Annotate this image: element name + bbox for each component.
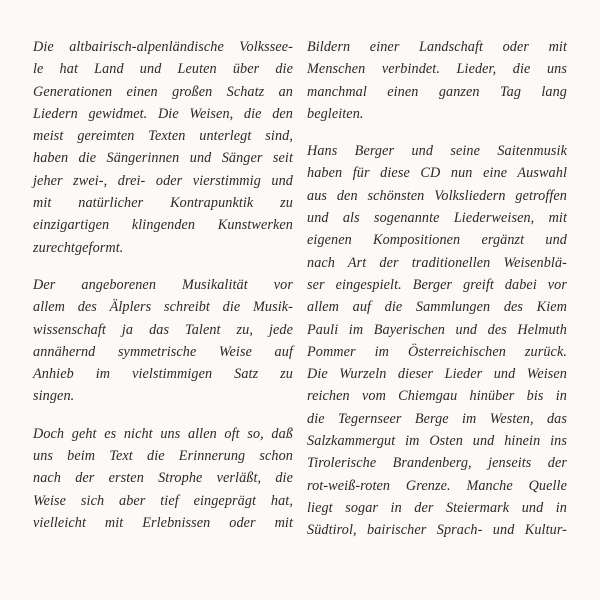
text-line: Bildern einer Landschaft oder mit	[307, 39, 567, 55]
text-line: eigenen Kompositionen ergänzt und	[307, 232, 567, 249]
text-line: Generationen einen großen Schatz an	[33, 83, 293, 100]
text-line: Menschen verbindet. Lieder, die uns	[307, 61, 567, 78]
text-line: Pauli im Bayerischen und des Helmuth	[307, 321, 567, 338]
text-line: haben für diese CD nun eine Auswahl	[307, 165, 567, 182]
text-line: nach der ersten Strophe verläßt, die	[33, 470, 293, 487]
text-line: und als sogenannte Liederweisen, mit	[307, 210, 567, 227]
text-line: jeher zwei-, drei- oder vierstimmig und	[33, 172, 293, 189]
text-line: wissenschaft ja das Talent zu, jede	[33, 321, 293, 338]
paragraph	[307, 36, 567, 125]
text-line: Die altbairisch-alpenländische Volkssee-	[33, 39, 293, 55]
text-line: le hat Land und Leuten über die	[33, 61, 293, 78]
text-line: haben die Sängerinnen und Sänger seit	[33, 150, 293, 167]
text-line: allem des Älplers schreibt die Musik-	[33, 299, 293, 316]
paragraph	[33, 274, 293, 408]
text-line: singen.	[33, 388, 75, 405]
text-line: Pommer im Österreichischen zurück.	[307, 343, 567, 360]
text-line: annähernd symmetrische Weise auf	[33, 343, 293, 360]
text-column-right	[307, 36, 567, 600]
text-line: Weise sich aber tief eingeprägt hat,	[33, 492, 293, 509]
text-line: Südtirol, bairischer Sprach- und Kultur-	[307, 522, 567, 539]
paragraph	[307, 140, 567, 541]
text-line: aus den schönsten Volksliedern getroffen	[307, 187, 567, 204]
text-line: Hans Berger und seine Saitenmusik	[307, 143, 567, 160]
text-line: Anhieb im vielstimmigen Satz zu	[33, 366, 293, 383]
text-line: reichen vom Chiemgau hinüber bis in	[307, 388, 567, 405]
text-line: Tirolerische Brandenberg, jenseits der	[307, 455, 567, 472]
text-line: meist gereimten Texten unterlegt sind,	[33, 128, 293, 145]
text-line: Der angeborenen Musikalität vor	[33, 276, 293, 293]
text-line: allem auf die Sammlungen des Kiem	[307, 299, 567, 316]
paragraph	[33, 36, 293, 259]
text-line: Die Wurzeln dieser Lieder und Weisen	[307, 366, 567, 383]
text-line: begleiten.	[307, 105, 364, 122]
text-line: ser eingespielt. Berger greift dabei vor	[307, 276, 567, 293]
text-line: uns beim Text die Erinnerung schon	[33, 448, 293, 465]
text-line: mit natürlicher Kontrapunktik zu	[33, 195, 293, 212]
text-line: manchmal einen ganzen Tag lang	[307, 83, 567, 100]
text-line: nach Art der traditionellen Weisenblä-	[307, 254, 567, 271]
text-line: vielleicht mit Erlebnissen oder mit	[33, 514, 293, 531]
text-line: einzigartigen klingenden Kunstwerken	[33, 217, 293, 234]
text-line: Salzkammergut im Osten und hinein ins	[307, 433, 567, 450]
text-line: zurechtgeformt.	[33, 239, 124, 256]
text-line: rot-weiß-roten Grenze. Manche Quelle	[307, 477, 567, 494]
text-line: Liedern gewidmet. Die Weisen, die den	[33, 105, 293, 122]
paragraph	[33, 423, 293, 534]
text-line: die Tegernseer Berge im Westen, das	[307, 410, 567, 427]
text-line: Doch geht es nicht uns allen oft so, daß	[33, 425, 293, 442]
text-line: liegt sogar in der Steiermark und in	[307, 499, 567, 516]
text-column-left	[33, 36, 293, 600]
